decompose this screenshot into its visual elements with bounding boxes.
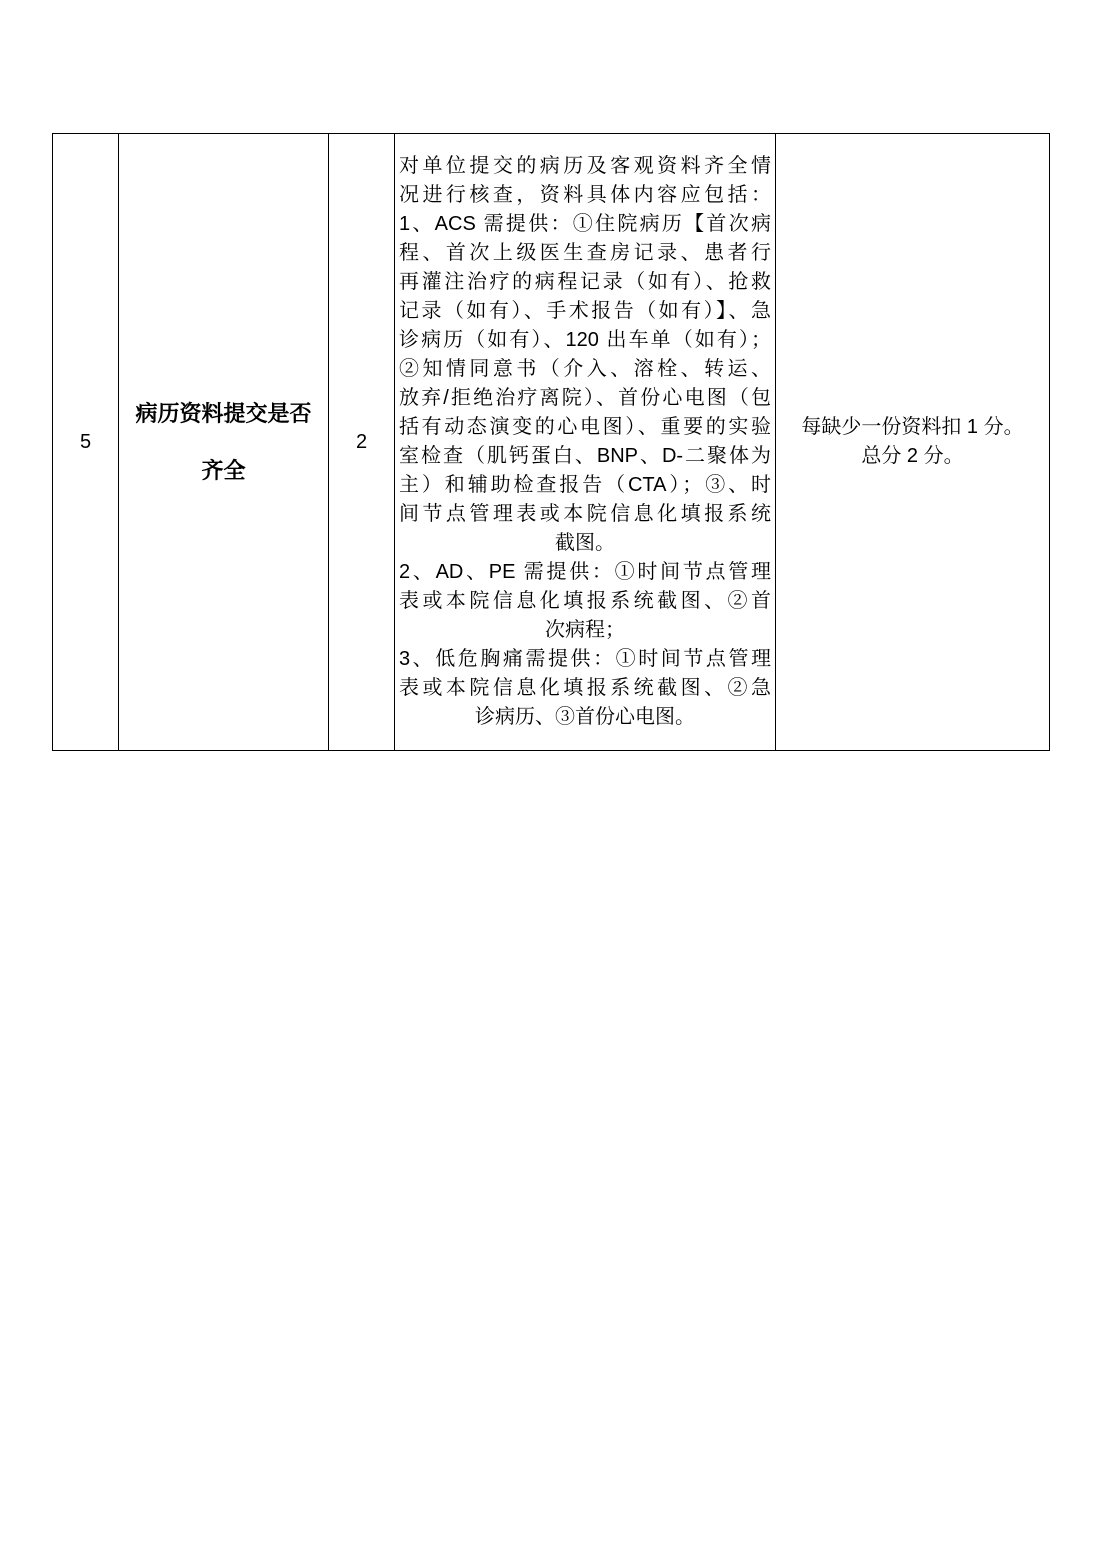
score-cell (329, 134, 395, 751)
criteria-line: ②知情同意书（介入、溶栓、转运、 (399, 358, 771, 380)
criteria-line: 括有动态演变的心电图）、重要的实验 (399, 416, 771, 438)
item-name-line: 齐全 (201, 458, 246, 483)
row-index-cell (53, 134, 119, 751)
criteria-line: 主）和辅助检查报告（CTA）；③、时 (399, 474, 771, 496)
deduction-rule-line: 每缺少一份资料扣 1 分。 (801, 416, 1024, 438)
criteria-line: 2、AD、PE 需提供：①时间节点管理 (399, 561, 771, 583)
criteria-line: 1、ACS 需提供：①住院病历【首次病 (399, 213, 771, 235)
criteria-line: 诊病历、③首份心电图。 (475, 706, 695, 728)
criteria-line: 况进行核查，资料具体内容应包括： (399, 184, 771, 206)
item-name-line: 病历资料提交是否 (135, 401, 312, 426)
criteria-line: 截图。 (555, 532, 615, 554)
criteria-line: 程、首次上级医生查房记录、患者行 (399, 242, 771, 264)
item-name-cell (119, 134, 329, 751)
deduction-rule-cell (776, 134, 1050, 751)
criteria-line: 次病程； (545, 619, 625, 641)
criteria-line: 再灌注治疗的病程记录（如有）、抢救 (399, 271, 771, 293)
row-index: 5 (79, 430, 92, 453)
scoring-table (52, 133, 1050, 751)
criteria-cell (395, 134, 776, 751)
table-row (53, 134, 1050, 751)
criteria-line: 表或本院信息化填报系统截图、②首 (399, 590, 771, 612)
criteria-line: 室检查（肌钙蛋白、BNP、D-二聚体为 (399, 445, 771, 467)
deduction-rule-line: 总分 2 分。 (861, 445, 964, 467)
criteria-line: 诊病历（如有）、120 出车单（如有）； (399, 329, 771, 351)
criteria-line: 对单位提交的病历及客观资料齐全情 (399, 155, 771, 177)
criteria-line: 表或本院信息化填报系统截图、②急 (399, 677, 771, 699)
criteria-line: 放弃/拒绝治疗离院）、首份心电图（包 (399, 387, 771, 409)
criteria-line: 3、低危胸痛需提供：①时间节点管理 (399, 648, 771, 670)
criteria-line: 间节点管理表或本院信息化填报系统 (399, 503, 771, 525)
criteria-line: 记录（如有）、手术报告（如有）】、急 (399, 300, 771, 322)
score-value: 2 (355, 430, 368, 453)
